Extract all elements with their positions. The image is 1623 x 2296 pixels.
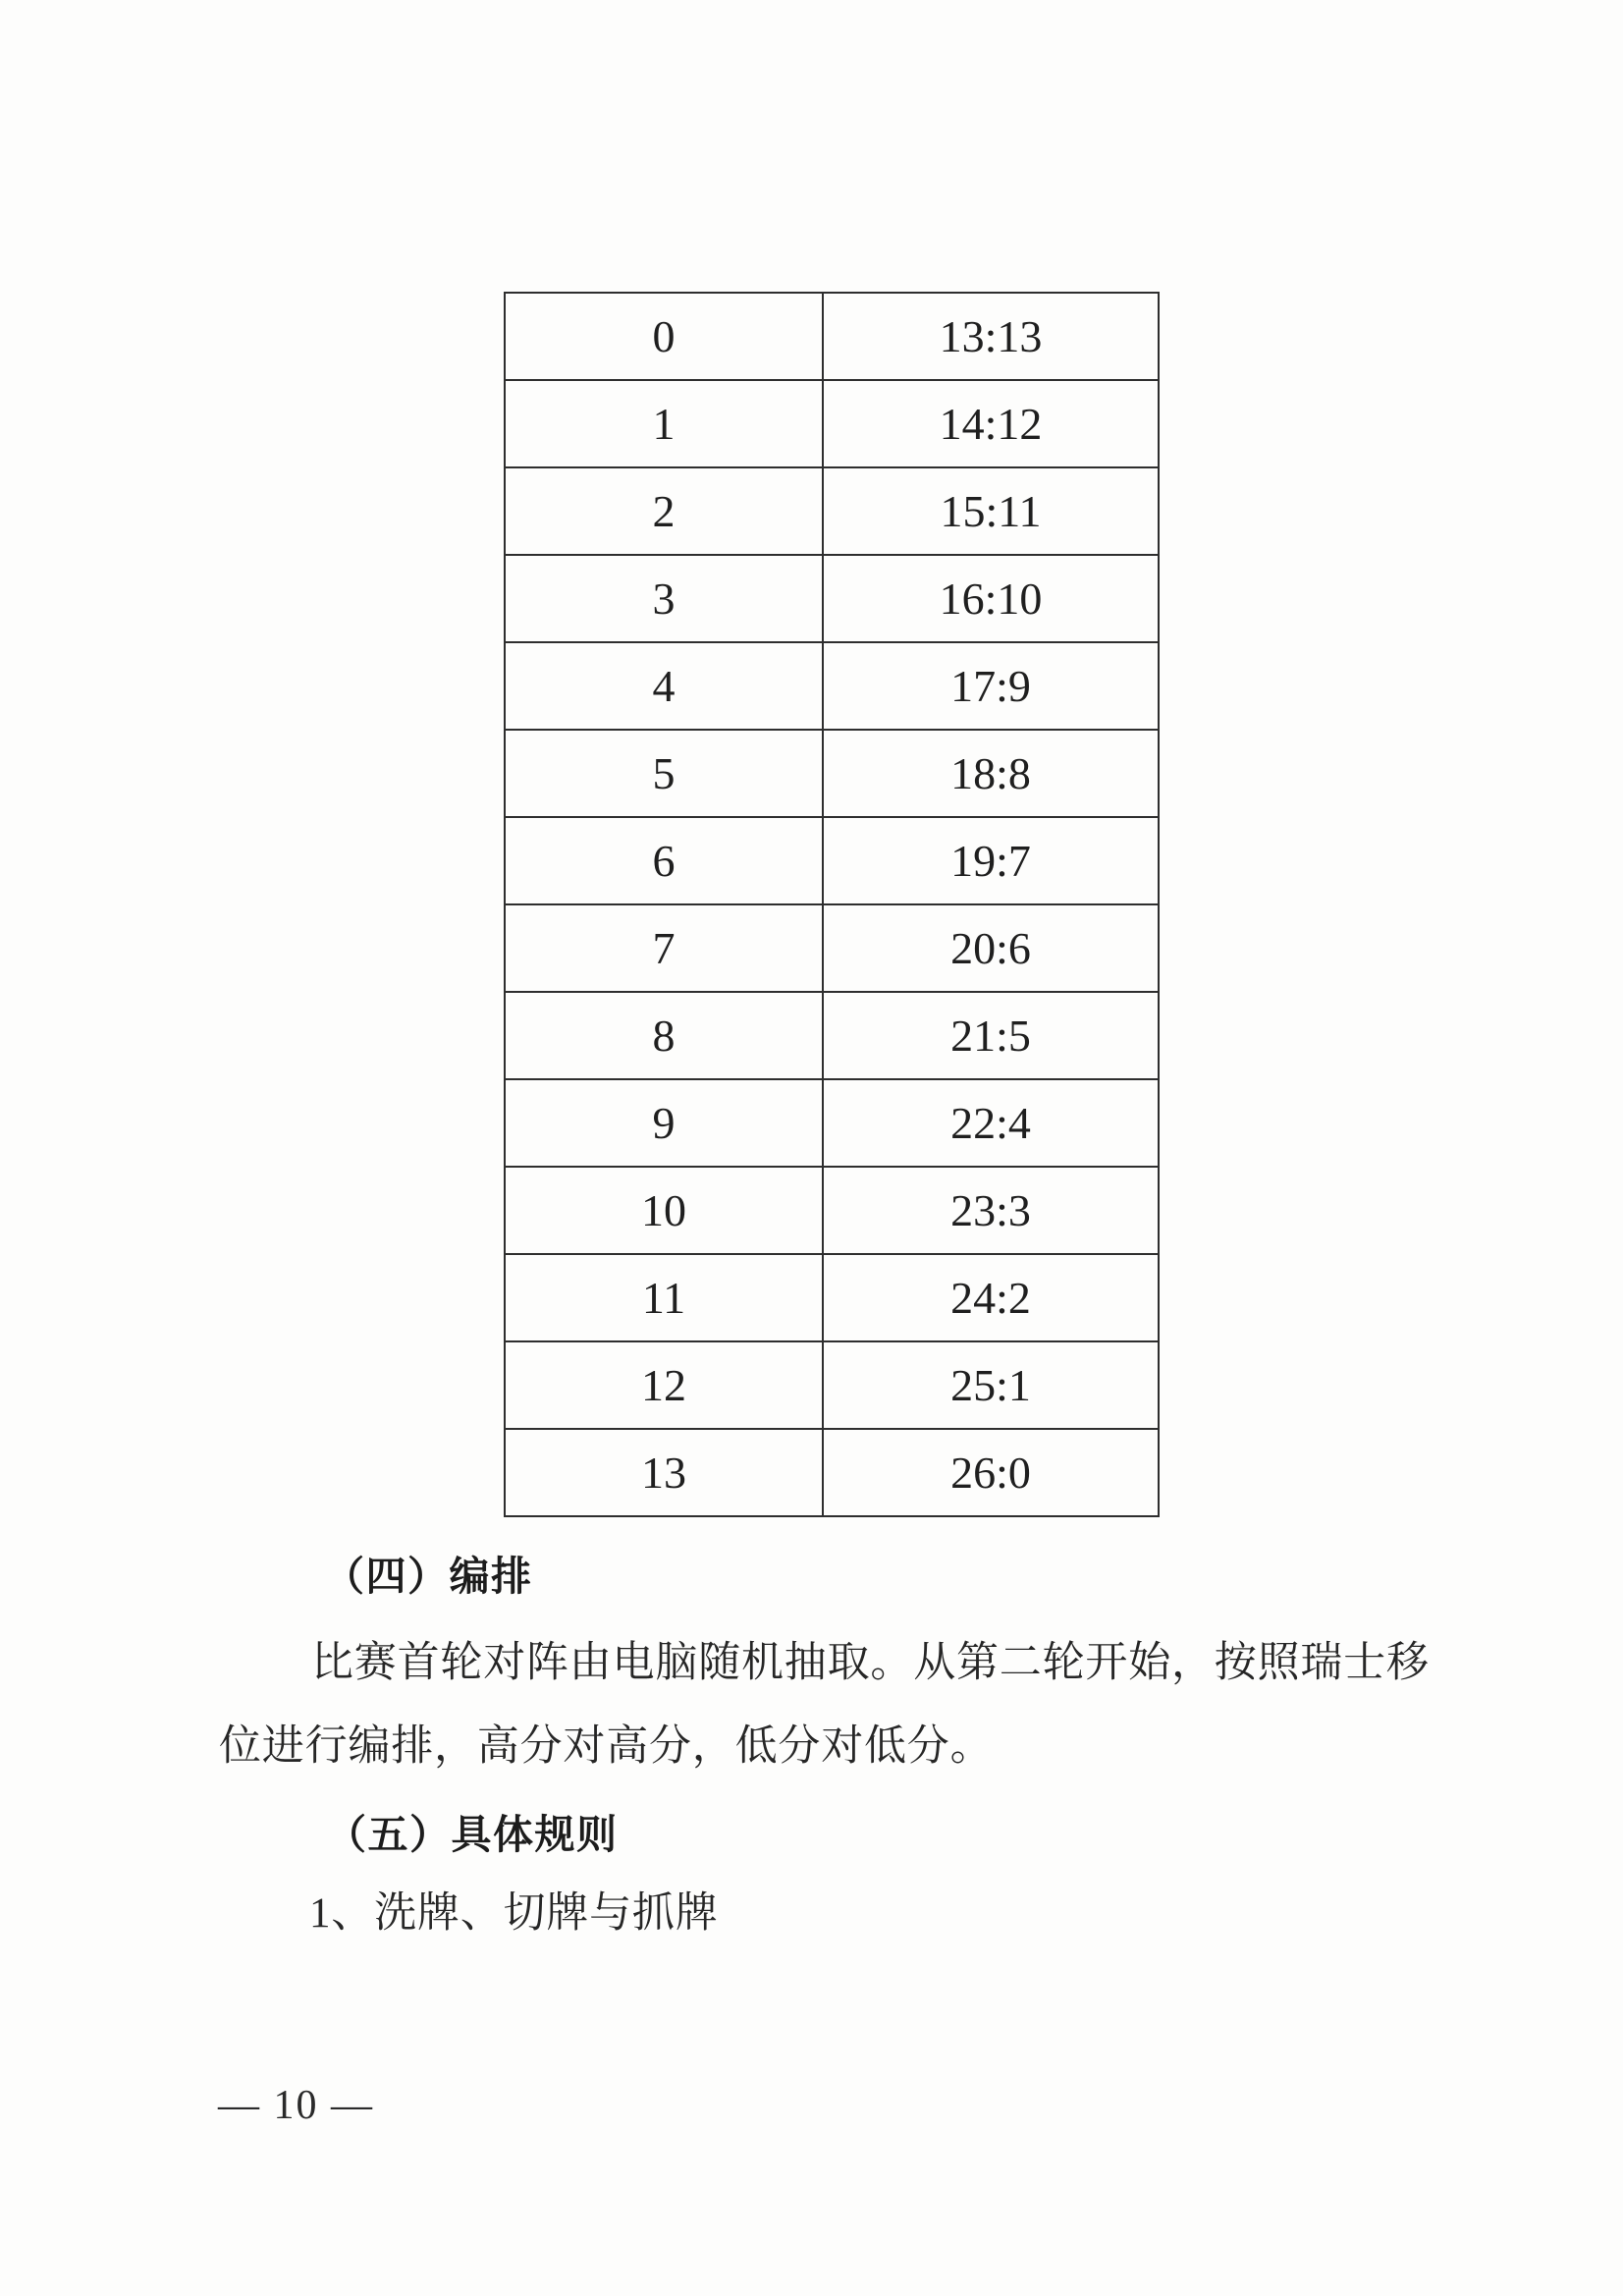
score-cell: 15:11	[823, 467, 1159, 555]
wins-cell: 7	[505, 904, 823, 992]
table-row	[505, 730, 1159, 817]
paragraph-line-2: 位进行编排，高分对高分，低分对低分。	[219, 1723, 994, 1770]
score-cell: 25:1	[823, 1341, 1159, 1429]
table-row	[505, 1254, 1159, 1341]
wins-cell: 4	[505, 642, 823, 730]
score-cell: 24:2	[823, 1254, 1159, 1341]
score-cell: 20:6	[823, 904, 1159, 992]
table-row	[505, 904, 1159, 992]
wins-cell: 6	[505, 817, 823, 904]
score-cell: 19:7	[823, 817, 1159, 904]
table-row	[505, 992, 1159, 1079]
score-cell: 13:13	[823, 293, 1159, 380]
score-cell: 23:3	[823, 1167, 1159, 1254]
list-item-1: 1、洗牌、切牌与抓牌	[309, 1890, 719, 1937]
section-heading-5: （五）具体规则	[326, 1812, 619, 1857]
wins-cell: 1	[505, 380, 823, 467]
table-row	[505, 380, 1159, 467]
score-cell: 21:5	[823, 992, 1159, 1079]
table-row	[505, 555, 1159, 642]
wins-cell: 12	[505, 1341, 823, 1429]
wins-cell: 5	[505, 730, 823, 817]
score-cell: 22:4	[823, 1079, 1159, 1167]
wins-cell: 10	[505, 1167, 823, 1254]
section-heading-4: （四）编排	[324, 1554, 533, 1599]
score-cell: 18:8	[823, 730, 1159, 817]
wins-cell: 0	[505, 293, 823, 380]
score-cell: 14:12	[823, 380, 1159, 467]
page-number-footer: — 10 —	[218, 2083, 374, 2128]
wins-cell: 2	[505, 467, 823, 555]
table-row	[505, 467, 1159, 555]
wins-cell: 3	[505, 555, 823, 642]
table-row	[505, 1429, 1159, 1516]
table-row	[505, 642, 1159, 730]
wins-cell: 8	[505, 992, 823, 1079]
table-row	[505, 1167, 1159, 1254]
table-row	[505, 1341, 1159, 1429]
wins-cell: 13	[505, 1429, 823, 1516]
table-row	[505, 1079, 1159, 1167]
score-table	[504, 292, 1160, 1517]
score-cell: 26:0	[823, 1429, 1159, 1516]
wins-cell: 9	[505, 1079, 823, 1167]
wins-cell: 11	[505, 1254, 823, 1341]
paragraph-line-1: 比赛首轮对阵由电脑随机抽取。从第二轮开始，按照瑞士移	[311, 1640, 1430, 1686]
table-row	[505, 817, 1159, 904]
score-cell: 16:10	[823, 555, 1159, 642]
score-cell: 17:9	[823, 642, 1159, 730]
table-row	[505, 293, 1159, 380]
